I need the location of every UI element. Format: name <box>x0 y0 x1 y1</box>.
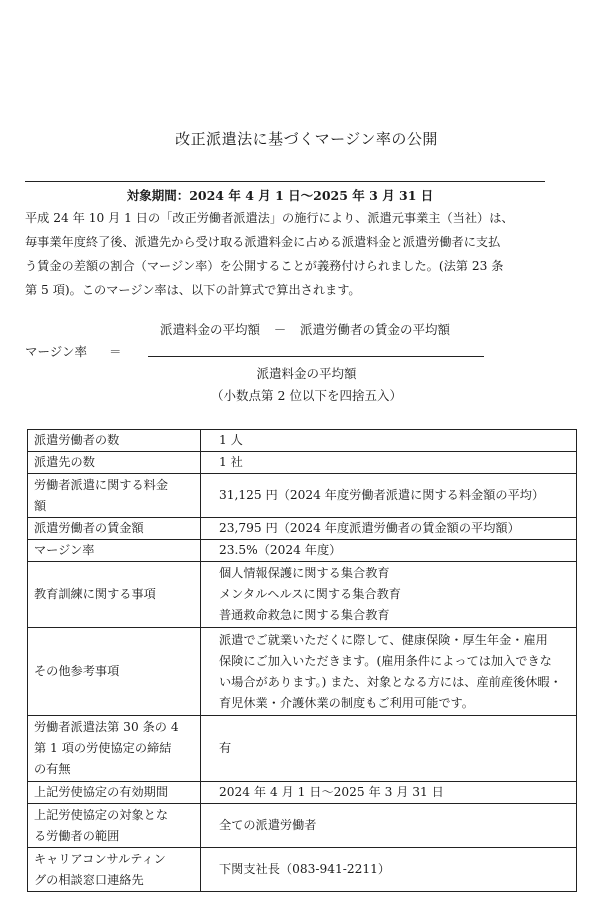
table-key-text: キャリアコンサルティン <box>34 851 166 866</box>
table-key-cell <box>28 848 201 892</box>
page-title: 改正派遣法に基づくマージン率の公開 <box>175 130 438 148</box>
table-row <box>28 628 577 716</box>
table-value-cell <box>201 518 577 540</box>
formula-label: マージン率 <box>25 344 87 359</box>
table-row <box>28 562 577 628</box>
table-key-text: その他参考事項 <box>34 664 120 678</box>
table-key-text: 派遣労働者の賃金額 <box>34 521 144 535</box>
table-value-cell <box>201 848 577 892</box>
table-key-cell <box>28 562 201 628</box>
table-row <box>28 474 577 518</box>
table-value-text: 有 <box>219 741 232 755</box>
table-key-cell <box>28 716 201 782</box>
table-key-text: 額 <box>34 498 47 513</box>
table-key-cell <box>28 540 201 562</box>
table-row <box>28 804 577 848</box>
table-row <box>28 848 577 892</box>
table-key-text: 派遣労働者の数 <box>34 433 120 447</box>
target-period: 対象期間：2024 年 4 月 1 日～2025 年 3 月 31 日 <box>126 188 434 203</box>
table-key-text: グの相談窓口連絡先 <box>34 872 144 887</box>
table-row <box>28 430 577 452</box>
table-value-text: 23.5%（2024 年度） <box>219 543 342 557</box>
intro-line: 第 5 項)。このマージン率は、以下の計算式で算出されます。 <box>25 283 361 297</box>
table-row <box>28 452 577 474</box>
table-row <box>28 716 577 782</box>
table-value-text: 23,795 円（2024 年度派遣労働者の賃金額の平均額） <box>219 521 520 535</box>
table-row <box>28 540 577 562</box>
table-value-text: 個人情報保護に関する集合教育 <box>219 566 390 580</box>
rounding-note: （小数点第 2 位以下を四捨五入） <box>211 388 402 403</box>
table-value-cell <box>201 628 577 716</box>
table-key-text: 労働者派遣に関する料金 <box>34 477 169 492</box>
table-key-cell <box>28 474 201 518</box>
table-value-cell <box>201 562 577 628</box>
table-key-cell <box>28 804 201 848</box>
intro-paragraph <box>25 206 565 302</box>
table-key-text: 教育訓練に関する事項 <box>34 587 156 601</box>
formula-fee-average: 派遣料金の平均額 <box>160 322 261 337</box>
table-key-text: マージン率 <box>34 543 95 557</box>
table-row <box>28 782 577 804</box>
table-key-text: る労働者の範囲 <box>34 828 120 843</box>
table-value-text: 育児休業・介護休業の制度もご利用可能です。 <box>219 695 474 710</box>
formula-label-row <box>25 342 121 360</box>
table-key-cell <box>28 782 201 804</box>
table-key-text: 上記労使協定の対象とな <box>34 807 169 822</box>
table-value-cell <box>201 782 577 804</box>
table-value-text: 派遣でご就業いただくに際して、健康保険・厚生年金・雇用 <box>219 632 548 647</box>
margin-info-table <box>27 429 577 892</box>
formula-minus: － <box>273 322 287 337</box>
table-value-cell <box>201 716 577 782</box>
table-value-cell <box>201 430 577 452</box>
title-divider <box>25 181 545 182</box>
table-key-text: 労働者派遣法第 30 条の 4 <box>34 720 179 734</box>
table-value-text: い場合があります。) また、対象となる方には、産前産後休暇・ <box>219 674 562 689</box>
table-value-cell <box>201 804 577 848</box>
table-value-text: 1 人 <box>219 433 243 447</box>
table-key-cell <box>28 518 201 540</box>
formula-wage-average: 派遣労働者の賃金の平均額 <box>300 322 451 337</box>
intro-line: 毎事業年度終了後、派遣先から受け取る派遣料金に占める派遣料金と派遣労働者に支払 <box>25 235 501 249</box>
table-key-text: 上記労使協定の有効期間 <box>34 785 169 799</box>
fraction-bar <box>148 356 484 357</box>
table-key-cell <box>28 628 201 716</box>
table-value-text: 1 社 <box>219 455 243 469</box>
table-key-cell <box>28 452 201 474</box>
table-value-text: 31,125 円（2024 年度労働者派遣に関する料金額の平均） <box>219 488 545 502</box>
table-value-cell <box>201 540 577 562</box>
table-value-cell <box>201 474 577 518</box>
table-value-text: 下関支社長（083-941-2211） <box>219 862 391 876</box>
table-value-cell <box>201 452 577 474</box>
table-value-text: 全ての派遣労働者 <box>219 818 317 832</box>
table-key-text: の有無 <box>34 762 71 776</box>
table-key-cell <box>28 430 201 452</box>
table-value-text: 保険にご加入いただきます。(雇用条件によっては加入できな <box>219 653 552 668</box>
table-key-text: 第 1 項の労使協定の締結 <box>34 741 172 755</box>
table-value-text: メンタルヘルスに関する集合教育 <box>219 587 401 601</box>
table-value-text: 2024 年 4 月 1 日～2025 年 3 月 31 日 <box>219 785 444 799</box>
intro-line: 平成 24 年 10 月 1 日の「改正労働者派遣法」の施行により、派遣元事業主（当社）は、 <box>25 211 514 225</box>
formula-numerator <box>160 320 450 338</box>
intro-line: う賃金の差額の割合（マージン率）を公開することが義務付けられました。(法第 23 条 <box>25 259 504 273</box>
formula-denominator: 派遣料金の平均額 <box>256 366 357 381</box>
table-row <box>28 518 577 540</box>
table-value-text: 普通救命救急に関する集合教育 <box>219 608 390 622</box>
formula-equals: ＝ <box>108 344 122 359</box>
table-key-text: 派遣先の数 <box>34 455 95 469</box>
